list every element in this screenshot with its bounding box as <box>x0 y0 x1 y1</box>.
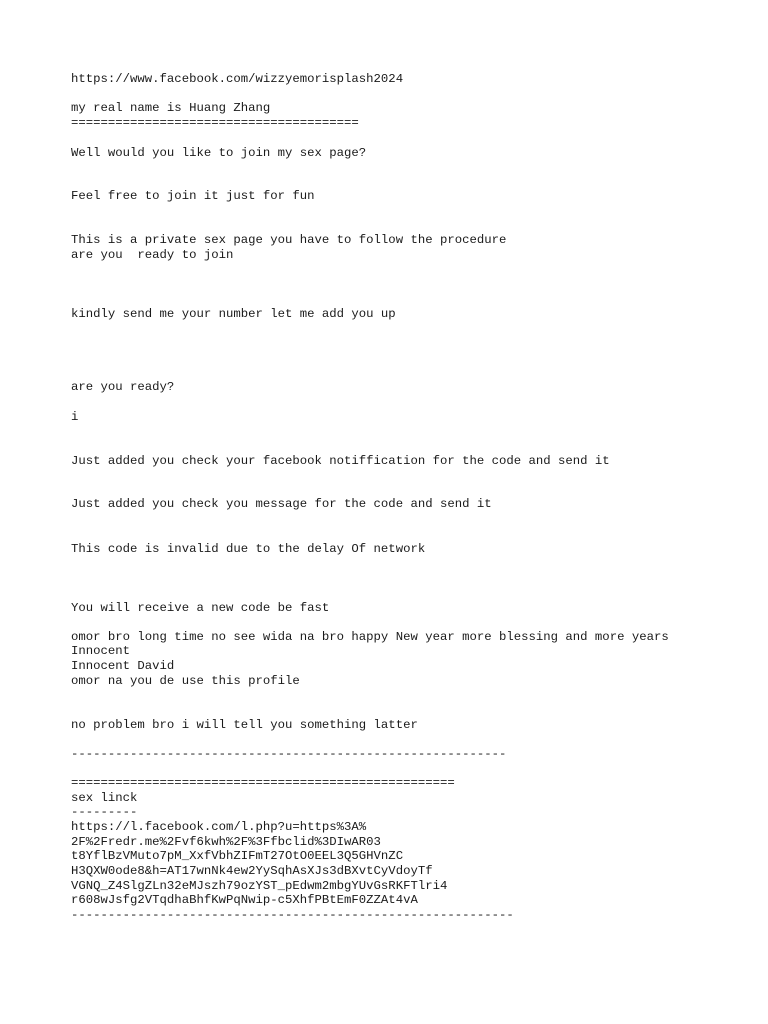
message-line: omor bro long time no see wida na bro happy New year more blessing and more years <box>71 630 669 644</box>
link-url-line: H3QXW0ode8&h=AT17wnNk4ew2YySqhAsXJs3dBXvtCyVdoyTf <box>71 864 433 878</box>
message-line: Innocent David <box>71 659 175 673</box>
message-line: kindly send me your number let me add you up <box>71 307 396 321</box>
real-name-line: my real name is Huang Zhang <box>71 101 271 115</box>
link-url-line: VGNQ_Z4SlgZLn32eMJszh79ozYST_pEdwm2mbgYUvGsRKFTlri4 <box>71 879 448 893</box>
message-line: omor na you de use this profile <box>71 674 300 688</box>
message-line: Well would you like to join my sex page? <box>71 146 367 160</box>
message-line: Just added you check you message for the code and send it <box>71 497 492 511</box>
message-line: This code is invalid due to the delay Of network <box>71 542 426 556</box>
link-url-line: 2F%2Fredr.me%2Fvf6kwh%2F%3Ffbclid%3DIwAR03 <box>71 835 381 849</box>
message-line: This is a private sex page you have to follow the procedure <box>71 233 507 247</box>
link-url-line: r608wJsfg2VTqdhaBhfKwPqNwip-c5XhfPBtEmF0ZZAt4vA <box>71 893 418 907</box>
link-url-line: https://l.facebook.com/l.php?u=https%3A% <box>71 820 367 834</box>
link-url-line: t8YflBzVMuto7pM_XxfVbhZIFmT27OtO0EEL3Q5GHVnZC <box>71 849 404 863</box>
message-line: Innocent <box>71 644 131 658</box>
separator-dashes-short: --------- <box>71 805 138 819</box>
link-heading: sex linck <box>71 791 138 805</box>
message-line: Feel free to join it just for fun <box>71 189 315 203</box>
message-line: You will receive a new code be fast <box>71 601 330 615</box>
profile-url-line: https://www.facebook.com/wizzyemorisplash2024 <box>71 72 404 86</box>
separator-dashes: ------------------------------------------------------------ <box>71 908 514 922</box>
separator-equals-long: ==================================================== <box>71 776 455 790</box>
separator-equals-short: ======================================= <box>71 116 359 130</box>
message-line: no problem bro i will tell you something latter <box>71 718 418 732</box>
separator-dashes: ----------------------------------------------------------- <box>71 747 507 761</box>
message-line: are you ready? <box>71 380 175 394</box>
message-line: i <box>71 410 79 424</box>
message-line: are you ready to join <box>71 248 234 262</box>
message-line: Just added you check your facebook notiffication for the code and send it <box>71 454 610 468</box>
